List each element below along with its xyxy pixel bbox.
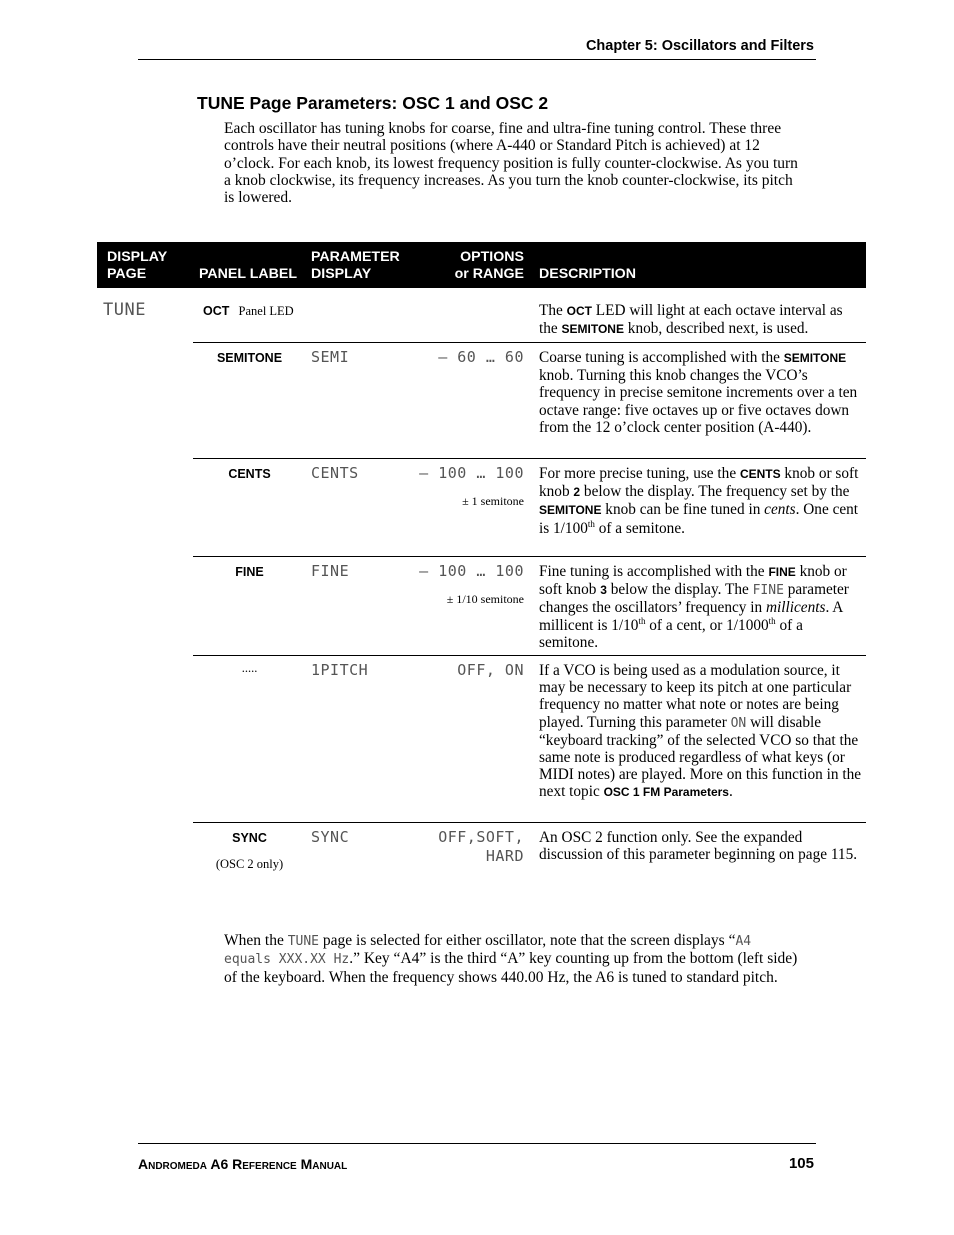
section-title: TUNE Page Parameters: OSC 1 and OSC 2 [197,93,549,113]
row-description: The OCT LED will light at each octave interval as the SEMITONE knob, described next, is used. [539,302,843,338]
row-divider [193,342,866,343]
panel-label: SEMITONE [216,351,283,365]
parameter-display: SEMI [311,348,350,366]
chapter-title: Chapter 5: Oscillators and Filters [585,38,814,54]
footer-manual-title: Andromeda A6 Reference Manual [138,1156,348,1172]
option-note: ± 1 semitone [462,494,524,508]
intro-paragraph: Each oscillator has tuning knobs for coarse, fine and ultra-fine tuning control. These three controls have their neutral positions (where A-440 or Standard Pitch is achieved) at 12 o’clock. For each knob, its lowest frequency position is fully counter-clockwise. As you turn a knob clockwise, its frequency increases. As you turn the knob counter-clockwise, its pitch is lowered. [224,120,798,207]
option-note: ± 1/10 semitone [446,592,524,606]
option-range: – 100 … 100 [419,464,524,482]
parameter-display: 1PITCH [311,661,369,679]
row-description: An OSC 2 function only. See the expanded discussion of this parameter beginning on page 115. [539,829,858,864]
parameter-display: SYNC [311,828,350,846]
option-range: – 100 … 100 [419,562,524,580]
panel-note: (OSC 2 only) [215,857,284,871]
panel-label: CENTS [228,467,271,481]
footer-rule [138,1143,816,1144]
row-description: Coarse tuning is accomplished with the SEMITONE knob. Turning this knob changes the VCO’s frequency in precise semitone increments over a ten octave range: five octaves up or five octaves down from the 12 o’clock center position (A-440). [539,349,858,436]
panel-label: OCT Panel LED [203,304,294,318]
col-display-page: DISPLAY PAGE [107,249,168,282]
row-divider [193,822,866,823]
col-parameter-display: PARAMETER DISPLAY [311,249,400,282]
header-notch [514,288,624,290]
row-divider [193,655,866,656]
panel-label: SYNC [232,831,267,845]
parameter-display: FINE [311,562,350,580]
option-range: OFF, ON [457,661,524,679]
table-header [97,242,866,288]
col-description: DESCRIPTION [539,266,636,282]
option-range: – 60 … 60 [438,348,524,366]
panel-label: FINE [235,565,264,579]
row-description: For more precise tuning, use the CENTS knob or soft knob 2 below the display. The frequency set by the SEMITONE knob can be fine tuned in cents. One cent is 1/100th of a semitone. [539,465,859,537]
display-page-tune: TUNE [103,300,146,320]
outro-paragraph: When the TUNE page is selected for either oscillator, note that the screen displays “A4 equals XXX.XX Hz.” Key “A4” is the third “A” key counting up from the bottom (left side) of the keyboard. When the frequency shows 440.00 Hz, the A6 is tuned to standard pitch. [224,932,798,986]
row-divider [193,556,866,557]
col-panel-label: PANEL LABEL [199,266,298,282]
row-divider [193,458,866,459]
header-rule [138,59,816,60]
panel-label: ..... [241,661,258,675]
col-options: OPTIONS or RANGE [454,249,524,282]
option-range: OFF,SOFT, HARD [438,828,524,865]
row-description: If a VCO is being used as a modulation source, it may be necessary to keep its pitch at one particular frequency no matter what note or notes are being played. Turning this parameter ON will disable “keyboard tracking” of the selected VCO so that the same note is produced regardless of what keys (or MIDI notes) are played. More on this function in the next topic OSC 1 FM Parameters. [539,662,862,801]
row-description: Fine tuning is accomplished with the FINE knob or soft knob 3 below the display. The FINE parameter changes the oscillators’ frequency in millicents. A millicent is 1/10th of a cent, or 1/1000th of a semitone. [539,563,849,651]
parameter-display: CENTS [311,464,359,482]
page-number: 105 [788,1155,814,1172]
